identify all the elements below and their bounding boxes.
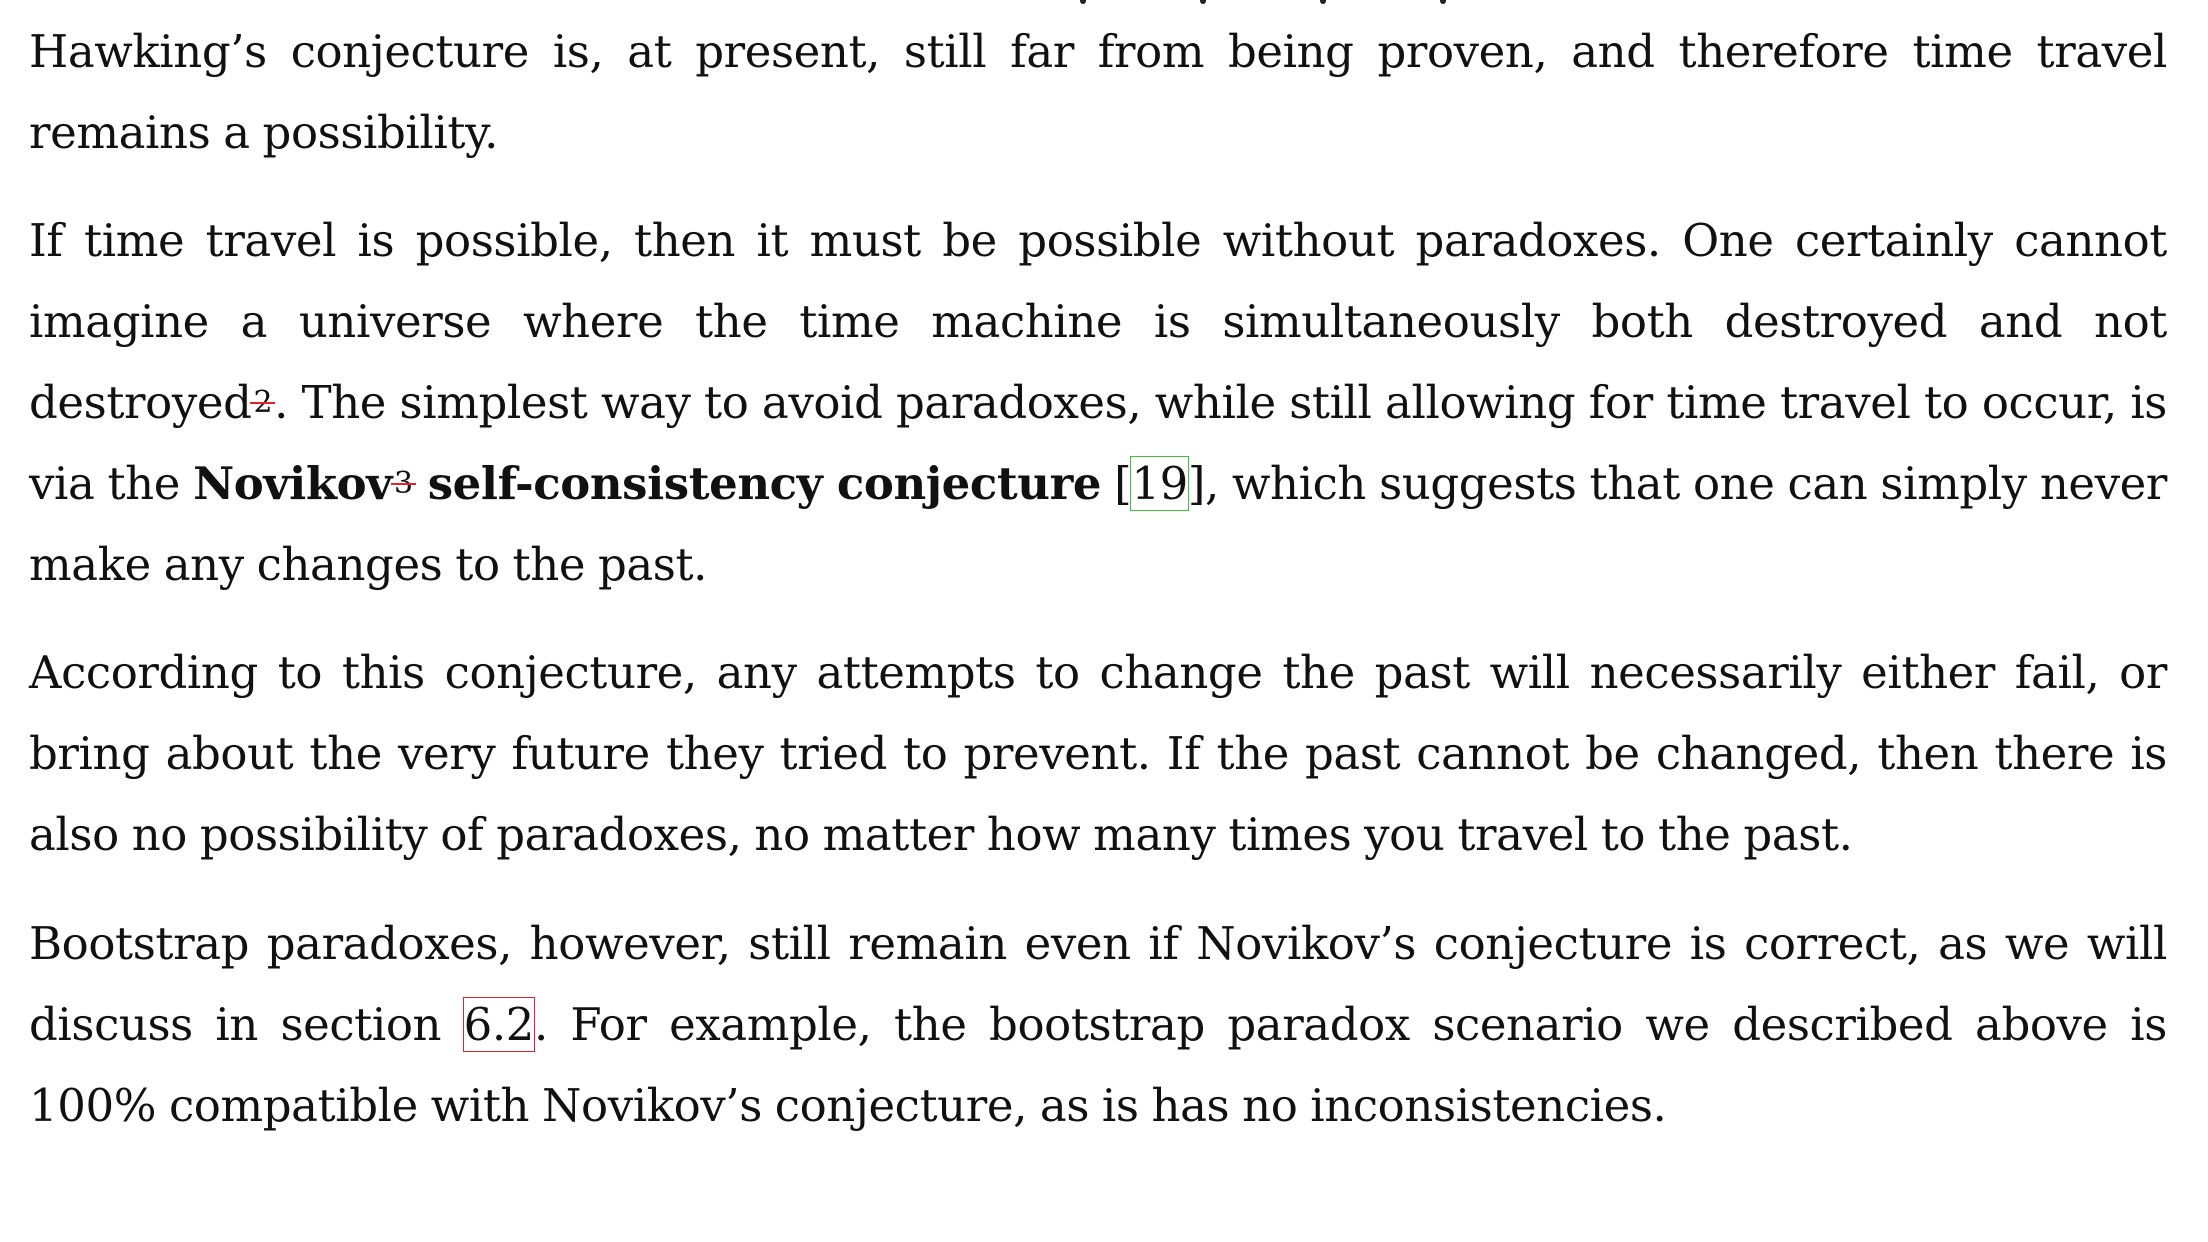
paragraph-hawking-conjecture <box>29 11 2167 173</box>
paragraph-text: [ <box>1101 457 1132 510</box>
paragraph-text: If time travel is possible, then it must be possible without paradoxes. One certainly cannot imagine a universe where the time machine is simultaneously both destroyed and not destroyed <box>29 214 2167 429</box>
section-link-6-2[interactable]: 6.2 <box>463 998 535 1051</box>
bold-term-self-consistency: self-consistency conjecture <box>427 457 1102 510</box>
clipped-glyph <box>1440 0 1446 4</box>
bold-term-novikov: Novikov <box>193 457 392 510</box>
paragraph-text: Bootstrap paradoxes, however, still remain even if Novikov’s conjecture is correct, as we will discuss in section <box>29 917 2167 1051</box>
paragraph-bootstrap-paradoxes <box>29 903 2167 1146</box>
paragraph-conjecture-consequences <box>29 632 2167 875</box>
clipped-glyph <box>1200 0 1206 4</box>
citation-link-19[interactable]: 19 <box>1131 457 1188 510</box>
paragraph-text: Hawking’s conjecture is, at present, still far from being proven, and therefore time travel remains a possibility. <box>29 25 2167 159</box>
paragraph-text: . The simplest way to avoid paradoxes, while still allowing for time travel to occur, is via the <box>29 376 2167 510</box>
clipped-glyph <box>1320 0 1326 4</box>
clipped-glyph <box>1080 0 1086 4</box>
clipped-previous-line <box>1080 0 1640 6</box>
paragraph-text: According to this conjecture, any attempts to change the past will necessarily either fail, or bring about the very future they tried to prevent. If the past cannot be changed, then there is also no possibility of paradoxes, no matter how many times you travel to the past. <box>29 646 2167 861</box>
paragraph-text: ], which suggests that one can simply never make any changes to the past. <box>29 457 2167 591</box>
paragraph-paradoxes: If time travel is possible, then it must be possible without paradoxes. One certainly cannot imagine a universe where the time machine is simultaneously both destroyed and not destroyed$^2$. The simplest way to avoid paradoxes, while still allowing for time travel to occur, is via the Novikov$^3$ self-consistency conjecture [19], which suggests that one can simply never make any changes to the past. <box>29 214 2167 591</box>
paragraph-text: . For example, the bootstrap paradox scenario we described above is 100% compatible with Novikov’s conjecture, as is has no inconsistencies. <box>29 998 2167 1132</box>
